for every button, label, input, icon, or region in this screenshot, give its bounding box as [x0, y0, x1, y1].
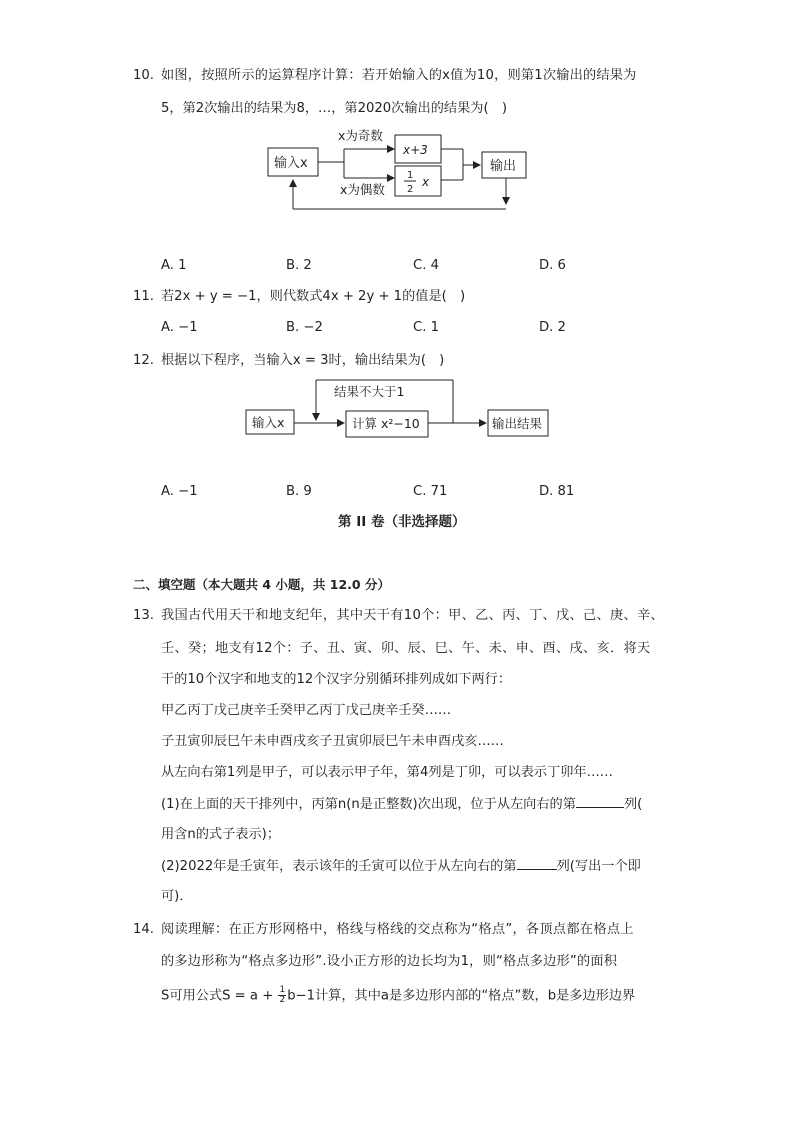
q12-option-b[interactable]: B. 9	[286, 484, 312, 499]
q10-even-op-var: x	[422, 175, 430, 189]
q12-input-label: 输入x	[252, 415, 285, 430]
q12-loop-label: 结果不大于1	[334, 384, 405, 399]
q14-fraction	[278, 986, 286, 1005]
q13-line10: 可)．	[161, 889, 193, 904]
q13-line9-text: (2)2022年是壬寅年，表示该年的壬寅可以位于从左向右的第	[161, 859, 517, 874]
q10-option-b[interactable]: B. 2	[286, 258, 312, 273]
q10-even-op-num: 1	[407, 170, 414, 181]
q13-number: 13.	[133, 608, 154, 623]
q10-even-op-box	[395, 166, 441, 196]
q10-option-d[interactable]: D. 6	[539, 258, 566, 273]
q13-line7	[161, 795, 642, 814]
q13-line8: 用含n的式子表示)；	[161, 827, 281, 842]
q13-line3: 干的10个汉字和地支的12个汉字分别循环排列成如下两行：	[161, 672, 512, 687]
q10-option-a[interactable]: A. 1	[161, 258, 187, 273]
q13-line7-tail: 列(	[623, 797, 643, 812]
q12-output-label: 输出结果	[492, 416, 543, 431]
q14-line2: 的多边形称为“格点多边形”.设小正方形的边长均为1，则“格点多边形”的面积	[161, 954, 618, 969]
q12-text: 根据以下程序，当输入x = 3时，输出结果为( )	[161, 353, 445, 368]
q10-odd-label: x为奇数	[338, 128, 383, 143]
q11-option-c[interactable]: C. 1	[413, 320, 439, 335]
q10-output-label: 输出	[490, 159, 517, 174]
q14-line3	[161, 986, 635, 1006]
q10-odd-op: x+3	[403, 143, 428, 157]
q13-line2: 壬、癸；地支有12个：子、丑、寅、卯、辰、巳、午、未、申、酉、戌、亥．将天	[161, 641, 651, 656]
q10-number: 10.	[133, 68, 154, 83]
q11-option-d[interactable]: D. 2	[539, 320, 566, 335]
q11-text: 若2x + y = −1，则代数式4x + 2y + 1的值是( )	[161, 289, 466, 304]
q14-number: 14.	[133, 922, 154, 937]
q13-line9	[161, 857, 641, 876]
q13-line6: 从左向右第1列是甲子，可以表示甲子年，第4列是丁卯，可以表示丁卯年……	[161, 765, 613, 780]
q13-line7-text: (1)在上面的天干排列中，丙第n(n是正整数)次出现，位于从左向右的第	[161, 797, 576, 812]
section2-title: 二、填空题（本大题共 4 小题，共 12.0 分）	[133, 577, 390, 592]
q12-compute-label: 计算 x²−10	[352, 416, 420, 431]
q13-blank-2[interactable]	[517, 857, 557, 870]
q10-input-label: 输入x	[274, 156, 308, 171]
q10-flow-diagram	[260, 124, 540, 216]
q14-line1: 阅读理解：在正方形网格中，格线与格线的交点称为“格点”，各顶点都在格点上	[161, 922, 634, 937]
q10-option-c[interactable]: C. 4	[413, 258, 439, 273]
q13-line5: 子丑寅卯辰巳午未申酉戌亥子丑寅卯辰巳午未申酉戌亥……	[161, 734, 504, 749]
q10-text-line1: 如图，按照所示的运算程序计算：若开始输入的x值为10，则第1次输出的结果为	[161, 68, 637, 83]
q13-blank-1[interactable]	[576, 795, 624, 808]
q14-frac-num: 1	[279, 985, 286, 995]
q10-text-line2: 5，第2次输出的结果为8，…，第2020次输出的结果为( )	[161, 101, 507, 116]
q14-line3-start: S可用公式S = a +	[161, 988, 278, 1004]
q11-option-a[interactable]: A. −1	[161, 320, 198, 335]
q13-line9-tail: 列(写出一个即	[556, 859, 641, 874]
q11-number: 11.	[133, 289, 154, 304]
q14-line3-end: b−1计算，其中a是多边形内部的“格点”数，b是多边形边界	[287, 988, 636, 1004]
part2-title: 第 II 卷（非选择题）	[338, 514, 466, 530]
q10-even-label: x为偶数	[340, 182, 385, 197]
q11-option-b[interactable]: B. −2	[286, 320, 323, 335]
q12-option-d[interactable]: D. 81	[539, 484, 575, 499]
q13-line1: 我国古代用天干和地支纪年，其中天干有10个：甲、乙、丙、丁、戊、己、庚、辛、	[161, 608, 664, 623]
q10-even-op-den: 2	[407, 184, 414, 195]
q13-line4: 甲乙丙丁戊己庚辛壬癸甲乙丙丁戊己庚辛壬癸……	[161, 703, 452, 718]
q14-frac-den: 2	[279, 995, 286, 1005]
q12-option-a[interactable]: A. −1	[161, 484, 198, 499]
q12-number: 12.	[133, 353, 154, 368]
q12-option-c[interactable]: C. 71	[413, 484, 448, 499]
q12-flow-diagram	[240, 376, 560, 440]
